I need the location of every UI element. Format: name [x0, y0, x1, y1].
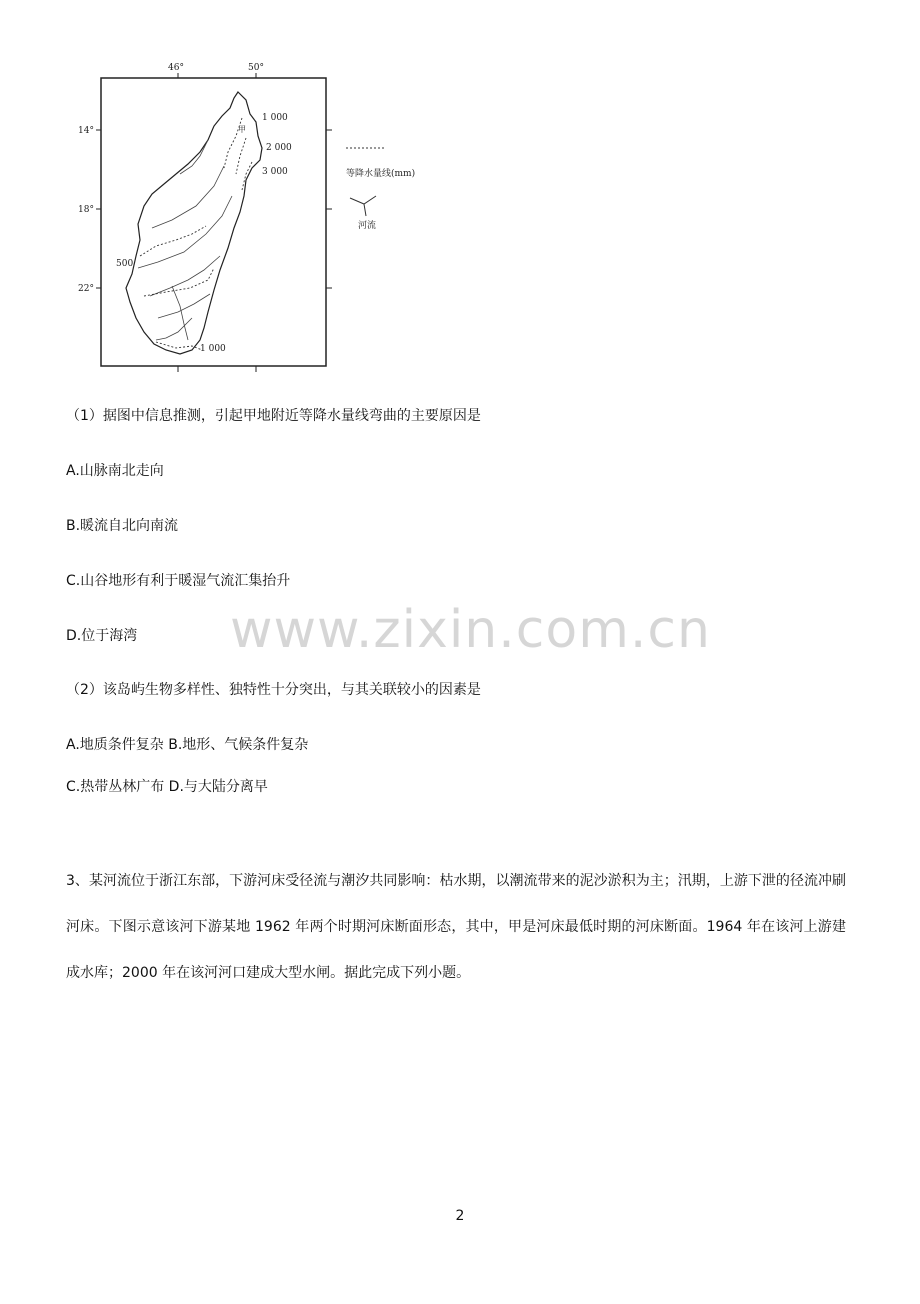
q1-option-d: D.位于海湾: [66, 628, 138, 644]
q2-options-line-1: A.地质条件复杂 B.地形、气候条件复杂: [66, 737, 309, 753]
isohyet-3000: [242, 162, 252, 190]
isohyet-2000: [236, 138, 246, 174]
isohyet-label-2000: 2 000: [266, 143, 292, 153]
point-label-jia: 甲: [238, 125, 246, 134]
lat-label-18: 18°: [78, 205, 94, 215]
madagascar-map: [78, 56, 456, 376]
lon-label-46: 46°: [168, 63, 184, 73]
isohyet-mid: [144, 268, 214, 296]
q1-option-c: C.山谷地形有利于暖湿气流汇集抬升: [66, 573, 291, 589]
lat-label-14: 14°: [78, 126, 94, 136]
isohyet-label-1000: 1 000: [262, 113, 288, 123]
legend-isohyet-label: 等降水量线(mm): [346, 169, 416, 179]
q3-paragraph: 3、某河流位于浙江东部，下游河床受径流与潮汐共同影响：枯水期，以潮流带来的泥沙淤积为主；汛期，上游下泄的径流冲刷河床。下图示意该河下游某地 1962 年两个时期河床断面形态，其中，甲是河床最低时期的河床断面。1964 年在该河上游建成水库；2000 年在该河河口建成大型水闸。据此完成下列小题。: [66, 873, 846, 981]
river-1: [180, 140, 208, 174]
rivers: [138, 140, 232, 340]
isohyet-label-500: 500: [116, 259, 134, 269]
q2-stem: （2）该岛屿生物多样性、独特性十分突出，与其关联较小的因素是: [66, 682, 481, 698]
q1-option-b: B.暖流自北向南流: [66, 518, 179, 534]
isohyet-label-1000-south: 1 000: [200, 344, 226, 354]
river-6: [156, 318, 192, 340]
isohyet-500: [140, 226, 206, 256]
legend-river-symbol: [350, 196, 376, 216]
page-number: 2: [455, 1208, 465, 1224]
river-2: [152, 166, 224, 228]
q2-options-line-2: C.热带丛林广布 D.与大陆分离早: [66, 779, 268, 795]
q1-option-a: A.山脉南北走向: [66, 463, 164, 479]
river-4: [150, 256, 220, 296]
map-figure: [78, 56, 456, 376]
watermark: www.zixin.com.cn: [230, 600, 711, 660]
legend-river-label: 河流: [358, 221, 377, 231]
lon-label-50: 50°: [248, 63, 264, 73]
isohyets: [140, 118, 252, 350]
lat-label-22: 22°: [78, 284, 94, 294]
map-frame: [101, 78, 326, 366]
isohyet-label-3000: 3 000: [262, 167, 288, 177]
q1-stem: （1）据图中信息推测，引起甲地附近等降水量线弯曲的主要原因是: [66, 408, 481, 424]
river-5: [158, 294, 210, 318]
river-3: [138, 196, 232, 268]
